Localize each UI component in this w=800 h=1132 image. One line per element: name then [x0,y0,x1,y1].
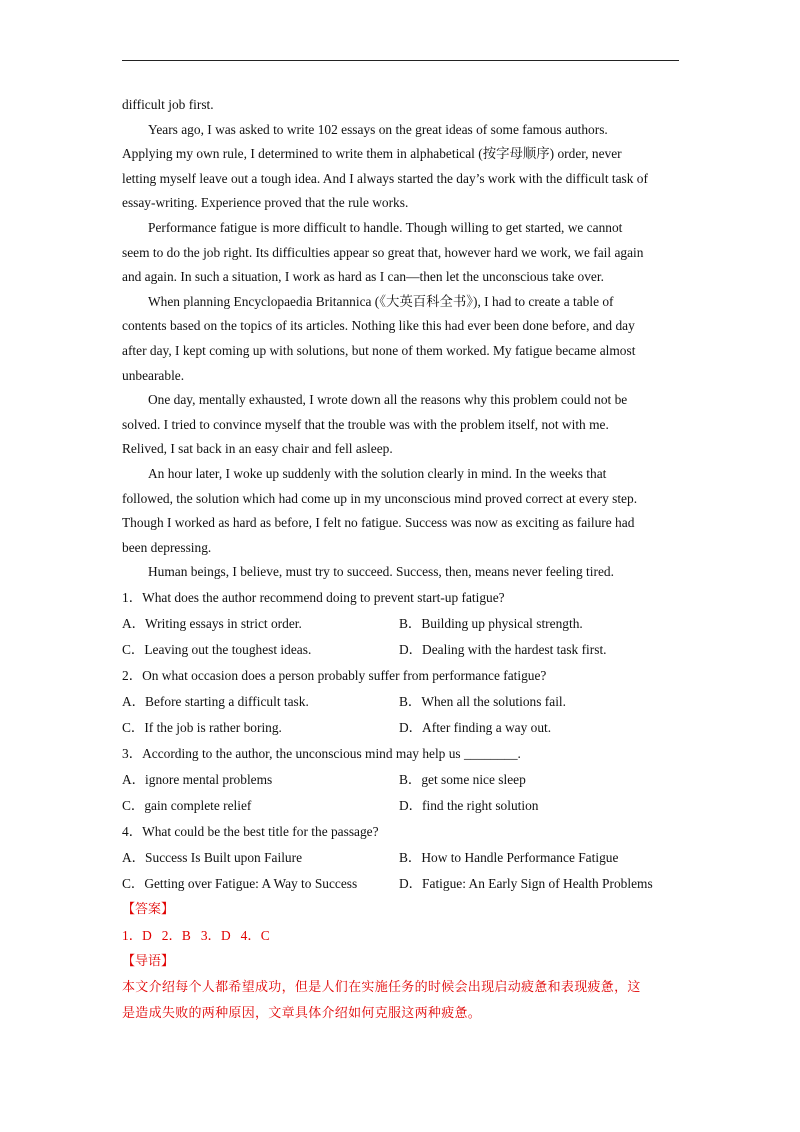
header-rule [122,60,679,61]
options-row [122,689,682,715]
option-a: A．ignore mental problems [122,771,273,787]
options-row [122,793,682,819]
passage-line: Human beings, I believe, must try to succeed. Success, then, means never feeling tired. [148,564,614,580]
option-d: D．Dealing with the hardest task first. [399,641,607,657]
passage-line: solved. I tried to convince myself that the trouble was with the problem itself, not with me. [122,416,609,432]
document-body [122,93,682,1027]
passage-line: When planning Encyclopaedia Britannica (《大英百科全书》), I had to create a table of [148,293,614,309]
option-a: A．Writing essays in strict order. [122,615,302,631]
passage-line: and again. In such a situation, I work as hard as I can—then let the unconscious take over. [122,269,604,285]
option-b: B．When all the solutions fail. [399,693,566,709]
passage-line: letting myself leave out a tough idea. And I always started the day’s work with the difficult task of [122,170,648,186]
passage-line: seem to do the job right. Its difficulties appear so great that, however hard we work, we fail again [122,244,644,260]
options-row [122,715,682,741]
option-b: B．How to Handle Performance Fatigue [399,849,619,865]
option-c: C．gain complete relief [122,797,252,813]
options-row [122,871,682,897]
guide-label: 【导语】 [122,953,175,969]
option-d: D．Fatigue: An Early Sign of Health Problems [399,875,653,891]
option-a: A．Before starting a difficult task. [122,693,309,709]
option-d: D．After finding a way out. [399,719,552,735]
guide-line: 是造成失败的两种原因，文章具体介绍如何克服这两种疲惫。 [122,1005,482,1021]
passage-line: after day, I kept coming up with solutions, but none of them worked. My fatigue became almost [122,342,636,358]
option-b: B．Building up physical strength. [399,615,583,631]
option-a: A．Success Is Built upon Failure [122,849,303,865]
passage-line: An hour later, I woke up suddenly with the solution clearly in mind. In the weeks that [148,465,607,481]
passage-line: Though I worked as hard as before, I felt no fatigue. Success was now as exciting as failure had [122,515,635,531]
options-row [122,845,682,871]
option-c: C．Leaving out the toughest ideas. [122,641,312,657]
question-stem: 1．What does the author recommend doing to prevent start-up fatigue? [122,589,505,605]
guide-line: 本文介绍每个人都希望成功，但是人们在实施任务的时候会出现启动疲惫和表现疲惫，这 [122,979,641,995]
question-stem: 4．What could be the best title for the passage? [122,823,379,839]
questions [122,585,682,897]
option-c: C．Getting over Fatigue: A Way to Success [122,875,358,891]
answer-label: 【答案】 [122,901,175,917]
passage-line: Performance fatigue is more difficult to handle. Though willing to get started, we cannot [148,219,623,235]
question-stem: 3．According to the author, the unconscious mind may help us ________. [122,745,521,761]
question-stem: 2．On what occasion does a person probably suffer from performance fatigue? [122,667,547,683]
passage-line: difficult job first. [122,97,214,112]
passage [122,93,682,585]
option-b: B．get some nice sleep [399,771,526,787]
option-d: D．find the right solution [399,797,539,813]
options-row [122,611,682,637]
passage-line: followed, the solution which had come up in my unconscious mind proved correct at every step. [122,490,638,506]
passage-line: Applying my own rule, I determined to write them in alphabetical (按字母顺序) order, never [122,146,622,162]
passage-line: contents based on the topics of its articles. Nothing like this had ever been done before, and day [122,318,635,334]
passage-line: unbearable. [122,367,185,383]
options-row [122,637,682,663]
passage-line: essay-writing. Experience proved that the rule works. [122,195,409,211]
passage-line: Relived, I sat back in an easy chair and fell asleep. [122,441,393,457]
option-c: C．If the job is rather boring. [122,719,282,735]
passage-line: been depressing. [122,539,212,555]
answer-section [122,897,682,949]
passage-line: Years ago, I was asked to write 102 essays on the great ideas of some famous authors. [148,121,608,137]
answer-text: 1．D 2．B 3．D 4．C [122,927,270,943]
options-row [122,767,682,793]
guide-section [122,949,682,1027]
passage-line: One day, mentally exhausted, I wrote down all the reasons why this problem could not be [148,392,628,408]
